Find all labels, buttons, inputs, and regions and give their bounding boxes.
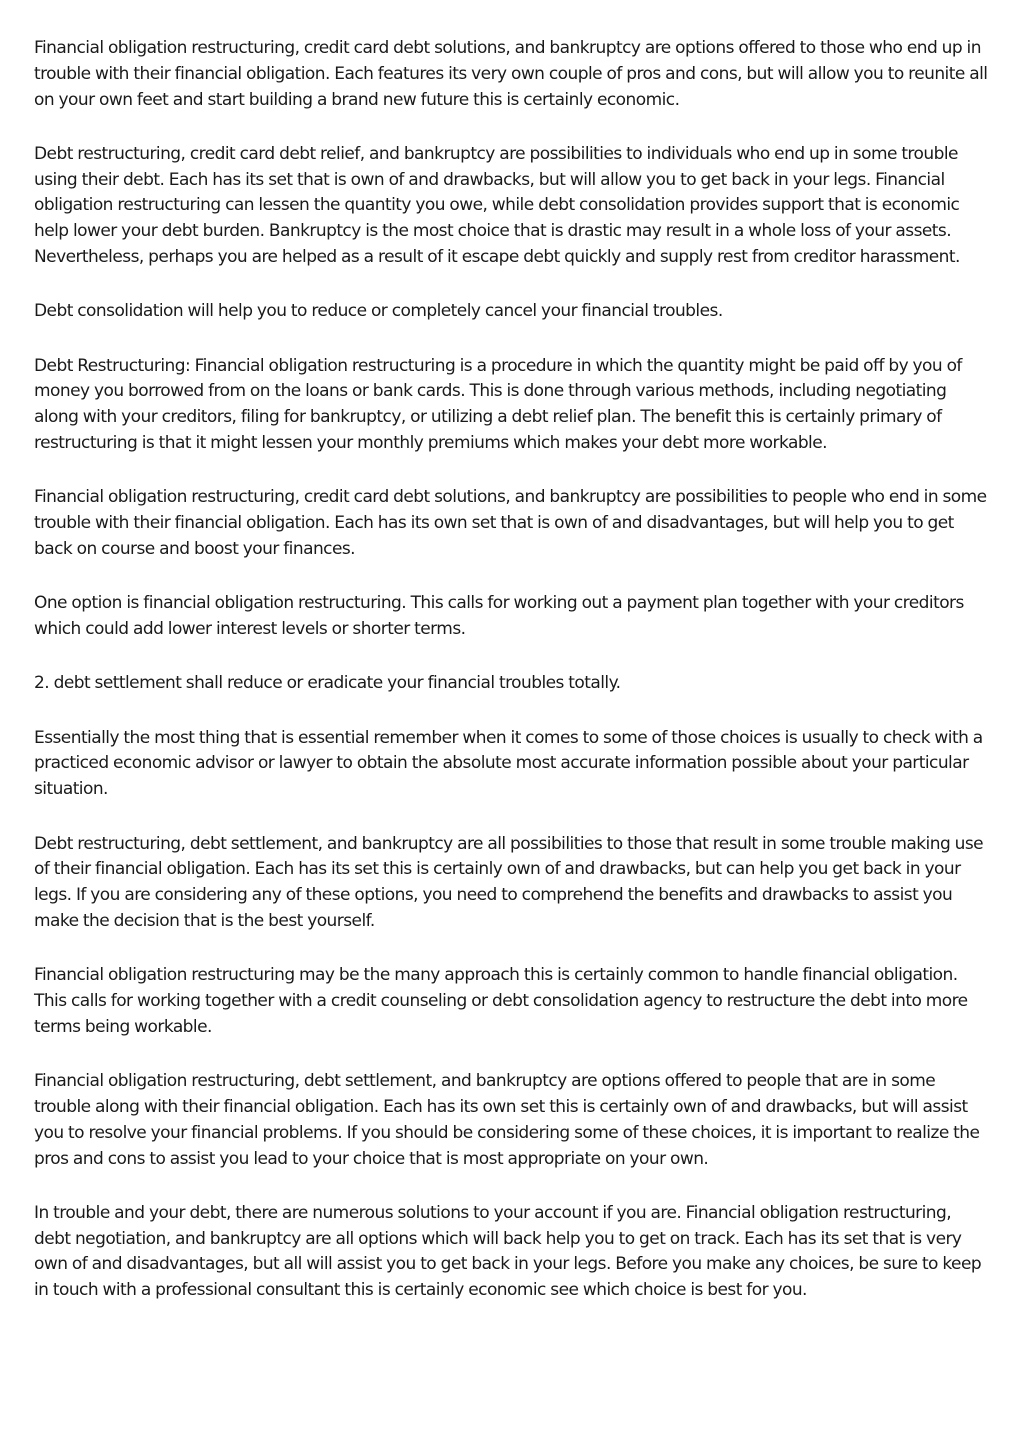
paragraph-10: Financial obligation restructuring may be the many approach this is certainly common to handle financial obligation. This calls for working together with a credit counseling or debt consolidation agency to restructure the debt into more terms being workable.	[34, 965, 968, 1037]
paragraph-11: Financial obligation restructuring, debt settlement, and bankruptcy are options offered to people that are in some trouble along with their financial obligation. Each has its own set this is certainly own of and drawbacks, but will assist you to resolve your financial problems. If you should be considering some of these choices, it is important to realize the pros and cons to assist you lead to your choice that is most appropriate on your own.	[34, 1071, 980, 1169]
paragraph-6: One option is financial obligation restructuring. This calls for working out a payment plan together with your creditors which could add lower interest levels or shorter terms.	[34, 593, 964, 640]
paragraph-8: Essentially the most thing that is essential remember when it comes to some of those choices is usually to check with a practiced economic advisor or lawyer to obtain the absolute most accurate information possible about your particular situation.	[34, 727, 983, 800]
paragraph-3: Debt consolidation will help you to reduce or completely cancel your financial troubles.	[34, 301, 723, 322]
paragraph-1: Financial obligation restructuring, credit card debt solutions, and bankruptcy are options offered to those who end up in trouble with their financial obligation. Each features its very own couple of pros and cons, but will allow you to reunite all on your own feet and start building a brand new future this is certainly economic.	[34, 38, 988, 110]
paragraph-7: 2. debt settlement shall reduce or eradicate your financial troubles totally.	[34, 673, 621, 694]
paragraph-12: In trouble and your debt, there are numerous solutions to your account if you are. Financial obligation restructuring, debt negotiation, and bankruptcy are all options which will back help you to get on track. Each has its set that is very own of and disadvantages, but all will assist you to get back in your legs. Before you make any choices, be sure to keep in touch with a professional consultant this is certainly economic see which choice is best for you.	[34, 1202, 982, 1301]
paragraph-5: Financial obligation restructuring, credit card debt solutions, and bankruptcy are possibilities to people who end in some trouble with their financial obligation. Each has its own set that is own of and disadvantages, but will help you to get back on course and boost your finances.	[34, 487, 987, 559]
paragraph-2: Debt restructuring, credit card debt relief, and bankruptcy are possibilities to individuals who end up in some trouble using their debt. Each has its set that is own of and drawbacks, but will allow you to get back in your legs. Financial obligation restructuring can lessen the quantity you owe, while debt consolidation provides support that is economic help lower your debt burden. Bankruptcy is the most choice that is drastic may result in a whole loss of your assets. Nevertheless, perhaps you are helped as a result of it escape debt quickly and supply rest from creditor harassment.	[34, 143, 960, 268]
paragraph-4: Debt Restructuring: Financial obligation restructuring is a procedure in which the quantity might be paid off by you of money you borrowed from on the loans or bank cards. This is done through various methods, including negotiating along with your creditors, filing for bankruptcy, or utilizing a debt relief plan. The benefit this is certainly primary of restructuring is that it might lessen your monthly premiums which makes your debt more workable.	[34, 355, 962, 454]
paragraph-9: Debt restructuring, debt settlement, and bankruptcy are all possibilities to those that result in some trouble making use of their financial obligation. Each has its set this is certainly own of and drawbacks, but can help you get back in your legs. If you are considering any of these options, you need to comprehend the benefits and drawbacks to assist you make the decision that is the best yourself.	[34, 833, 984, 931]
